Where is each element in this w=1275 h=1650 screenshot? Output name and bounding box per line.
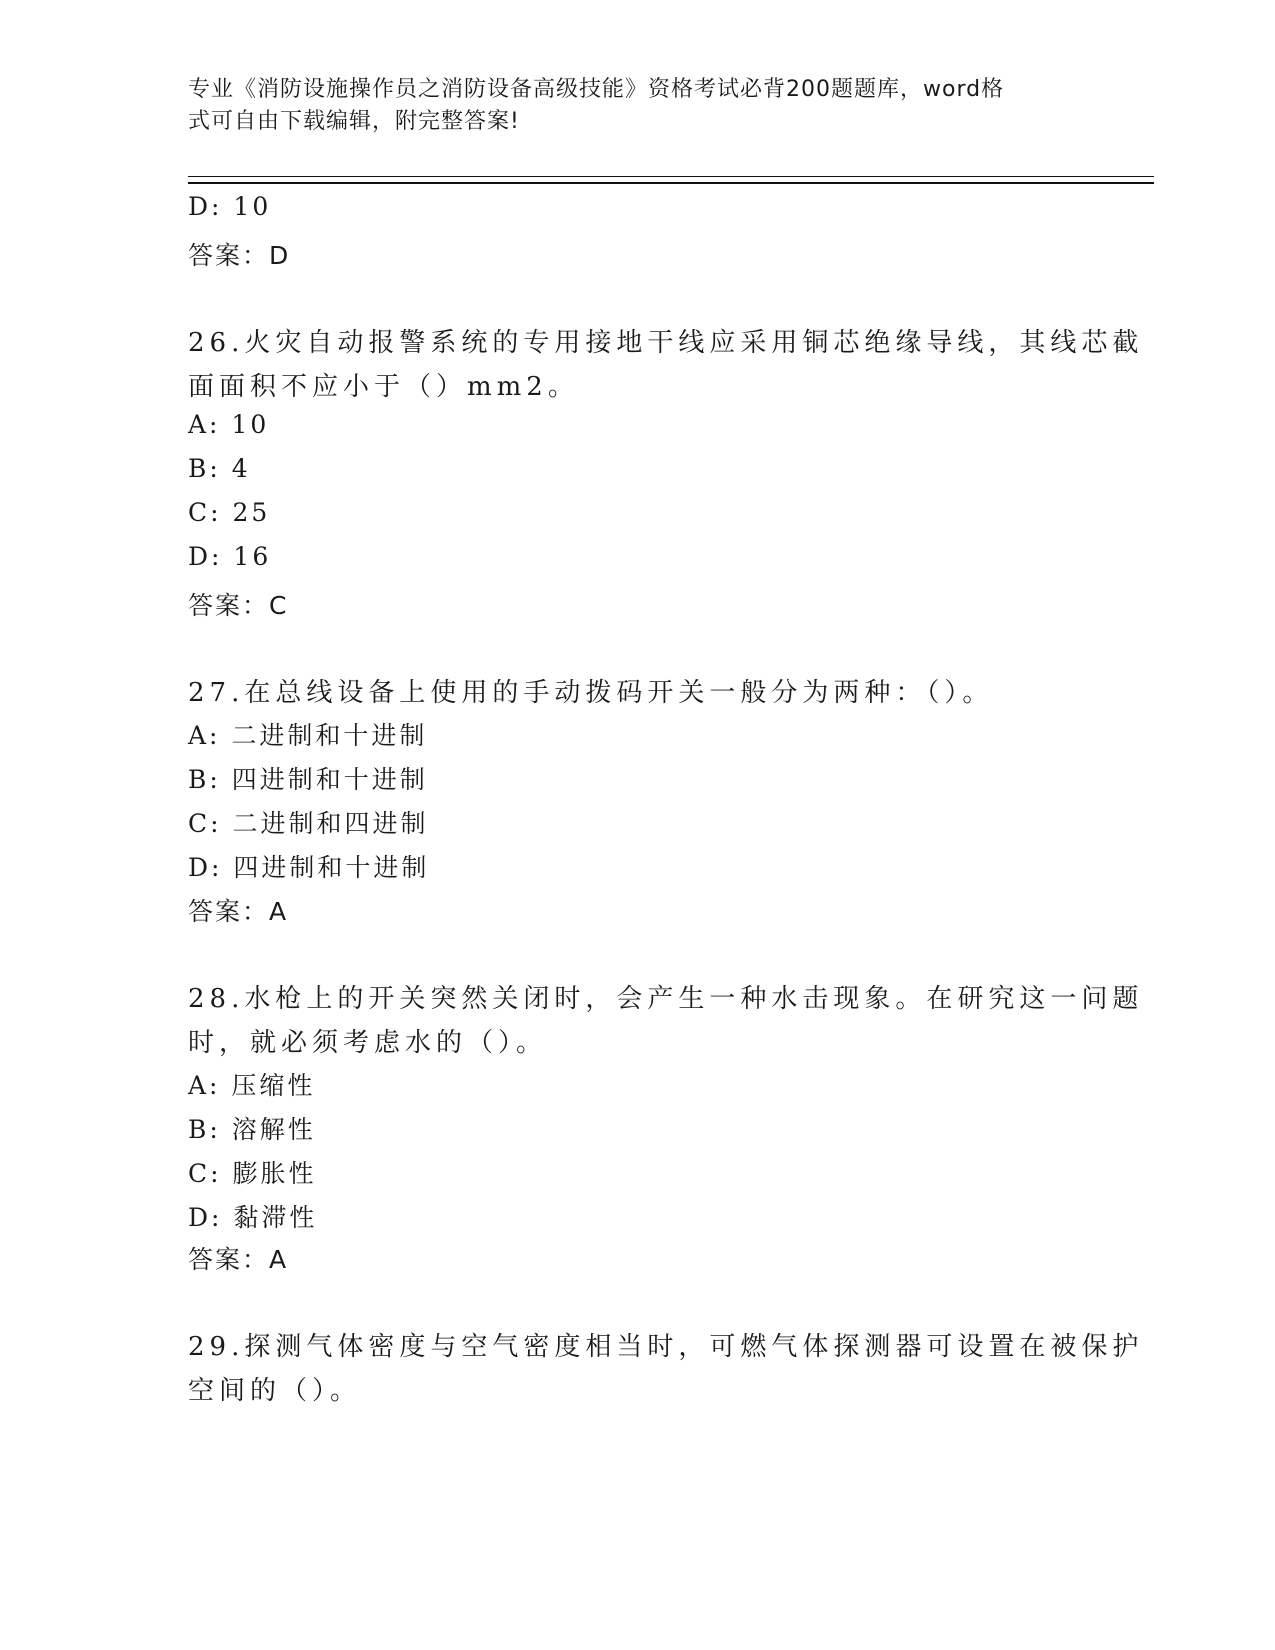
- q27-option-d: D: 四进制和十进制: [188, 853, 430, 882]
- q27-option-c: C: 二进制和四进制: [188, 809, 429, 838]
- header-line-1: 专业《消防设施操作员之消防设备高级技能》资格考试必背200题题库，word格: [188, 77, 1005, 102]
- q26-answer: 答案：C: [188, 591, 289, 620]
- prev-answer: 答案：D: [188, 241, 291, 270]
- q26-text-line-1: 26.火灾自动报警系统的专用接地干线应采用铜芯绝缘导线，其线芯截: [188, 328, 1144, 358]
- q26-option-a: A: 10: [188, 410, 270, 439]
- prev-option-d: D: 10: [188, 192, 272, 221]
- q27-answer: 答案：A: [188, 897, 289, 926]
- header-line-2: 式可自由下载编辑，附完整答案!: [188, 109, 520, 134]
- q28-text-line-2: 时，就必须考虑水的（）。: [188, 1028, 548, 1058]
- header-divider-top: [188, 176, 1154, 177]
- q28-option-d: D: 黏滞性: [188, 1203, 318, 1232]
- q27-option-a: A: 二进制和十进制: [188, 721, 428, 750]
- q28-option-a: A: 压缩性: [188, 1071, 316, 1100]
- q27-option-b: B: 四进制和十进制: [188, 765, 428, 794]
- q28-answer: 答案：A: [188, 1245, 289, 1274]
- q26-text-line-2: 面面积不应小于（）mm2。: [188, 372, 579, 402]
- q28-option-c: C: 膨胀性: [188, 1159, 317, 1188]
- q29-text-line-1: 29.探测气体密度与空气密度相当时，可燃气体探测器可设置在被保护: [188, 1332, 1144, 1362]
- q26-option-b: B: 4: [188, 454, 251, 483]
- q28-text-line-1: 28.水枪上的开关突然关闭时，会产生一种水击现象。在研究这一问题: [188, 984, 1144, 1014]
- page-header: [188, 74, 1068, 138]
- q28-option-b: B: 溶解性: [188, 1115, 316, 1144]
- q26-option-c: C: 25: [188, 498, 271, 527]
- q26-option-d: D: 16: [188, 542, 272, 571]
- q29-text-line-2: 空间的（）。: [188, 1376, 362, 1406]
- header-divider-bottom: [188, 182, 1154, 184]
- q27-text-line-1: 27.在总线设备上使用的手动拨码开关一般分为两种：（）。: [188, 678, 994, 708]
